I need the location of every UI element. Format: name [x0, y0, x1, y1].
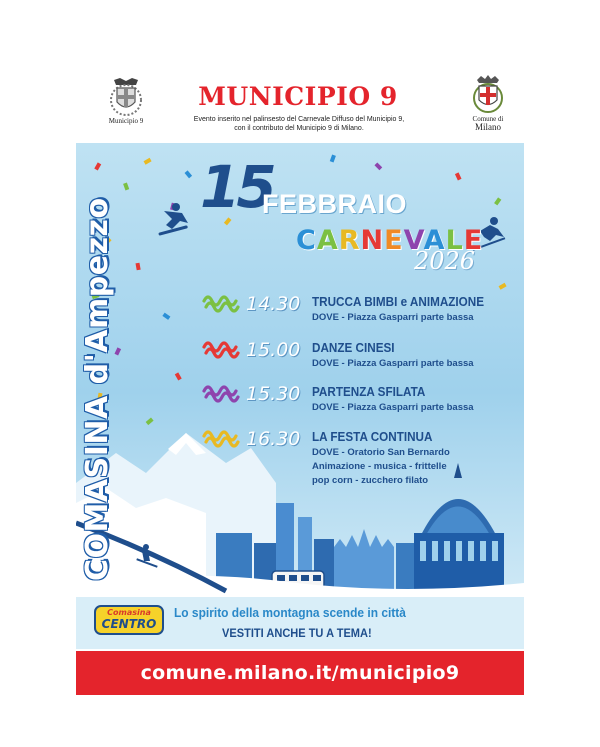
- municipio-crest-icon: [106, 76, 146, 116]
- carnevale-letter: N: [360, 225, 385, 256]
- event-detail-line: DOVE - Oratorio San Bernardo: [312, 447, 450, 458]
- squiggle-icon: [202, 293, 242, 315]
- comasina-centro-logo: [94, 605, 164, 635]
- carnevale-letter: E: [463, 225, 484, 256]
- page-title: MUNICIPIO 9: [198, 82, 398, 111]
- carnevale-letter: C: [296, 225, 317, 256]
- municipio-crest-label: Municipio 9: [108, 117, 144, 125]
- footer-banner: [76, 651, 524, 695]
- event-detail-line: DOVE - Piazza Gasparri parte bassa: [312, 402, 474, 413]
- milano-crest-icon: [471, 74, 505, 114]
- event-time: 15.00: [246, 339, 301, 361]
- milano-crest: [460, 74, 516, 133]
- tagline-section: [76, 597, 524, 649]
- subtitle-line-1: Evento inserito nel palinsesto del Carnevale Diffuso del Municipio 9,: [193, 116, 405, 123]
- event-detail-line: pop corn - zucchero filato: [312, 475, 429, 486]
- squiggle-icon: [202, 428, 242, 450]
- event-time: 15.30: [246, 383, 301, 405]
- squiggle-icon: [202, 339, 242, 361]
- footer-url: comune.milano.it/municipio9: [140, 662, 460, 684]
- event-detail-line: DOVE - Piazza Gasparri parte bassa: [312, 358, 474, 369]
- event-poster: [76, 143, 524, 597]
- event-time: 16.30: [246, 428, 301, 450]
- comasina-vertical-title: COMASINA d'Ampezzo: [80, 197, 115, 581]
- subtitle-line-2: con il contributo del Municipio 9 di Milano.: [234, 124, 364, 132]
- carnevale-letter: A: [423, 225, 446, 256]
- tagline-line-2: VESTITI ANCHE TU A TEMA!: [222, 626, 372, 640]
- milano-crest-label-big: Milano: [474, 122, 501, 133]
- municipio-crest: [98, 76, 154, 125]
- squiggle-icon: [202, 383, 242, 405]
- event-title: LA FESTA CONTINUA: [312, 429, 433, 444]
- header-subtitle: [184, 116, 414, 134]
- event-title: PARTENZA SFILATA: [312, 384, 426, 399]
- milano-crest-label-small: Comune di: [472, 115, 504, 123]
- event-detail-line: Animazione - musica - frittelle: [312, 461, 447, 472]
- event-year: 2026: [414, 247, 476, 275]
- logo-line-1: Comasina: [107, 608, 151, 617]
- carnevale-letter: A: [316, 225, 339, 256]
- tagline-line-1: Lo spirito della montagna scende in città: [174, 605, 406, 620]
- carnevale-letter: L: [445, 225, 464, 256]
- event-detail-line: DOVE - Piazza Gasparri parte bassa: [312, 312, 474, 323]
- carnevale-letter: V: [403, 225, 424, 256]
- event-day: 15: [200, 153, 273, 221]
- milano-crest-label: [473, 116, 504, 133]
- poster-header: [76, 72, 524, 142]
- carnevale-letter: R: [338, 225, 361, 256]
- event-time: 14.30: [246, 293, 301, 315]
- logo-line-2: CENTRO: [101, 617, 157, 631]
- event-title: DANZE CINESI: [312, 340, 395, 355]
- snowboarder-icon: [158, 203, 188, 236]
- event-month: FEBBRAIO: [262, 189, 407, 219]
- event-title: TRUCCA BIMBI e ANIMAZIONE: [312, 294, 485, 309]
- carnevale-letter: E: [384, 225, 404, 256]
